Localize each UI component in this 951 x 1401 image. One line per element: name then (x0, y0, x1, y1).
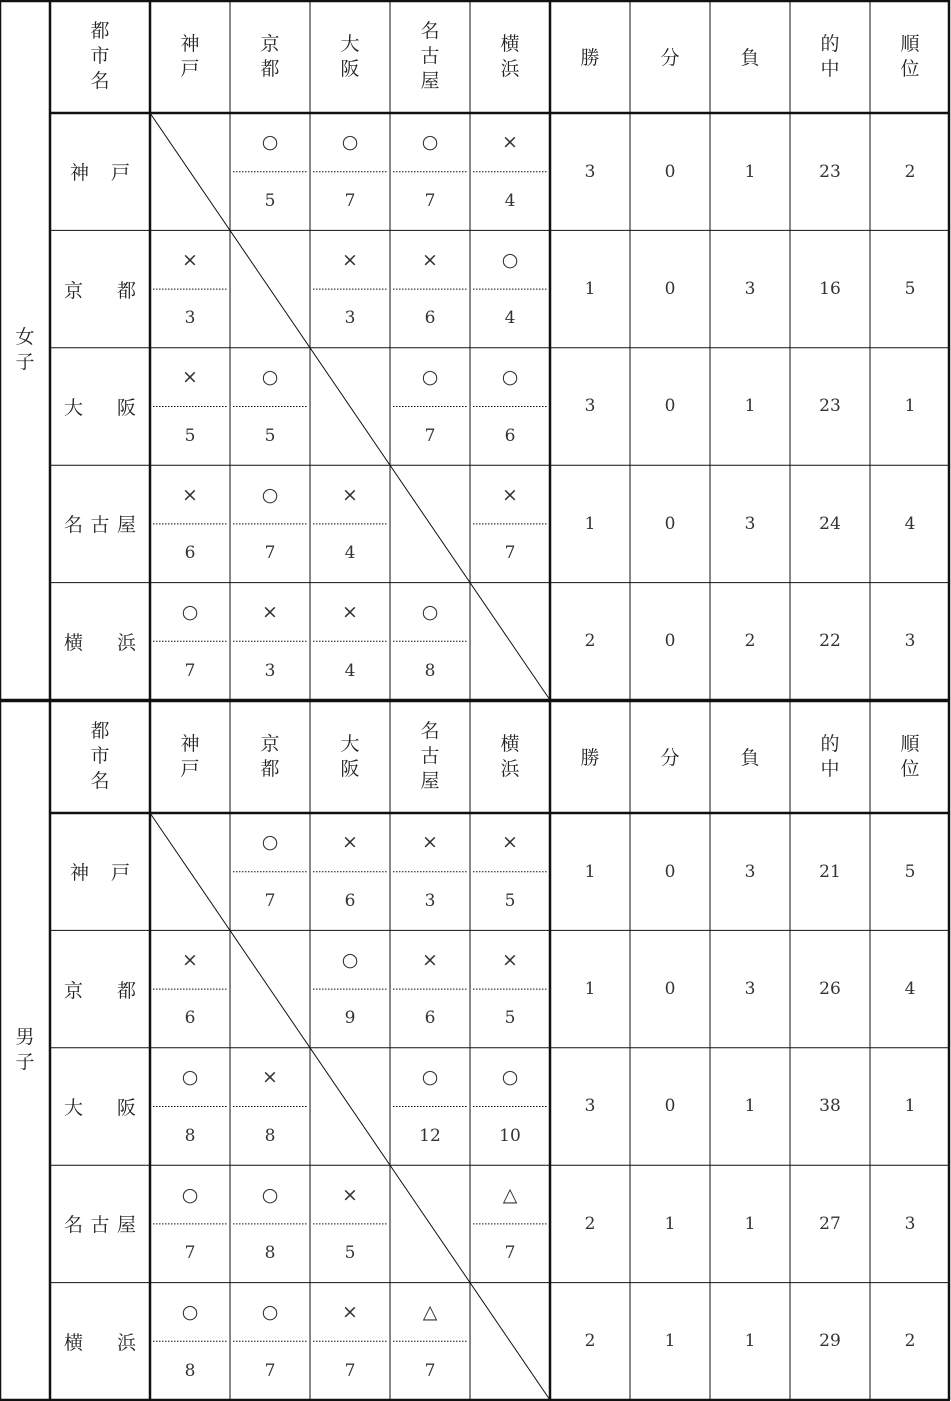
header-char: 浜 (500, 57, 520, 80)
loss-value: 1 (744, 1096, 756, 1117)
result-symbol: △ (502, 1183, 518, 1206)
gender-char: 子 (15, 1051, 35, 1073)
city-char: 大 (64, 396, 84, 419)
header-char: 分 (660, 747, 680, 769)
city-char: 横 (64, 1331, 84, 1354)
header-char: 大 (340, 32, 360, 55)
result-symbol: ○ (261, 1183, 279, 1206)
header-char: 負 (740, 47, 760, 69)
result-symbol: ○ (261, 483, 279, 506)
result-symbol: ○ (181, 1183, 199, 1206)
score-value: 7 (264, 891, 276, 912)
city-char: 都 (116, 979, 136, 1002)
draw-value: 0 (664, 1096, 676, 1117)
header-char: 屋 (420, 770, 440, 792)
draw-value: 0 (664, 279, 676, 300)
header-char: 阪 (340, 757, 360, 780)
hits-value: 21 (819, 861, 841, 882)
result-symbol: × (262, 1066, 278, 1089)
score-value: 5 (264, 425, 276, 446)
draw-value: 1 (664, 1213, 676, 1234)
win-value: 1 (584, 861, 596, 882)
score-value: 4 (504, 308, 516, 329)
win-value: 1 (584, 513, 596, 534)
result-symbol: × (182, 366, 198, 389)
score-value: 6 (184, 1008, 196, 1029)
result-symbol: × (502, 831, 518, 854)
result-symbol: ○ (341, 131, 359, 154)
header-char: 都 (90, 720, 110, 742)
score-value: 10 (499, 1125, 521, 1146)
result-symbol: × (342, 600, 358, 623)
city-char: 浜 (116, 1331, 136, 1354)
win-value: 2 (584, 1213, 596, 1234)
result-symbol: ○ (181, 1066, 199, 1089)
score-value: 5 (184, 425, 196, 446)
score-value: 4 (344, 543, 356, 564)
city-char: 戸 (111, 162, 131, 185)
score-value: 9 (344, 1008, 356, 1029)
win-value: 1 (584, 279, 596, 300)
score-value: 8 (184, 1360, 196, 1381)
rank-value: 4 (904, 513, 916, 534)
score-value: 7 (424, 191, 436, 212)
header-char: 古 (420, 45, 440, 67)
score-value: 4 (504, 191, 516, 212)
result-symbol: ○ (261, 131, 279, 154)
city-char: 阪 (116, 1096, 136, 1119)
city-char: 京 (64, 979, 84, 1002)
score-value: 4 (344, 660, 356, 681)
win-value: 3 (584, 1096, 596, 1117)
header-char: 屋 (420, 70, 440, 92)
result-symbol: ○ (421, 366, 439, 389)
rank-value: 4 (904, 979, 916, 1000)
header-char: 中 (820, 57, 840, 80)
header-char: 京 (260, 732, 280, 755)
city-char: 古 (90, 1214, 110, 1237)
result-symbol: ○ (421, 1066, 439, 1089)
hits-value: 23 (819, 396, 841, 417)
header-char: 都 (90, 20, 110, 42)
result-symbol: × (342, 1300, 358, 1323)
win-value: 2 (584, 631, 596, 652)
result-symbol: × (342, 483, 358, 506)
city-char: 名 (64, 1214, 84, 1237)
header-char: 負 (740, 747, 760, 769)
score-value: 8 (184, 1125, 196, 1146)
draw-value: 0 (664, 631, 676, 652)
score-value: 12 (419, 1125, 441, 1146)
city-char: 横 (64, 631, 84, 654)
loss-value: 2 (744, 631, 756, 652)
win-value: 3 (584, 161, 596, 182)
rank-value: 5 (904, 861, 916, 882)
header-char: 市 (90, 745, 110, 767)
draw-value: 0 (664, 861, 676, 882)
header-char: 名 (90, 770, 110, 792)
hits-value: 24 (819, 513, 841, 534)
score-value: 8 (424, 660, 436, 681)
score-value: 6 (184, 543, 196, 564)
header-char: 中 (820, 757, 840, 780)
score-value: 6 (344, 891, 356, 912)
header-char: 都 (260, 757, 280, 780)
score-value: 7 (344, 191, 356, 212)
header-char: 名 (90, 70, 110, 92)
result-symbol: × (422, 831, 438, 854)
city-char: 大 (64, 1096, 84, 1119)
header-char: 都 (260, 57, 280, 80)
hits-value: 27 (819, 1213, 841, 1234)
city-char: 戸 (111, 862, 131, 885)
header-char: 順 (900, 732, 920, 755)
score-value: 7 (184, 660, 196, 681)
header-char: 古 (420, 745, 440, 767)
loss-value: 1 (744, 1331, 756, 1352)
result-symbol: ○ (181, 600, 199, 623)
city-char: 神 (69, 862, 89, 885)
gender-char: 男 (15, 1026, 35, 1048)
rank-value: 3 (904, 1213, 916, 1234)
header-char: 名 (420, 20, 440, 42)
score-value: 8 (264, 1243, 276, 1264)
result-symbol: ○ (261, 1300, 279, 1323)
loss-value: 3 (744, 861, 756, 882)
score-value: 7 (264, 543, 276, 564)
city-char: 浜 (116, 631, 136, 654)
hits-value: 16 (819, 279, 841, 300)
result-symbol: ○ (421, 131, 439, 154)
header-char: 京 (260, 32, 280, 55)
rank-value: 2 (904, 161, 916, 182)
score-value: 5 (264, 191, 276, 212)
rank-value: 1 (904, 1096, 916, 1117)
draw-value: 0 (664, 396, 676, 417)
loss-value: 1 (744, 396, 756, 417)
win-value: 3 (584, 396, 596, 417)
result-symbol: ○ (501, 366, 519, 389)
loss-value: 3 (744, 979, 756, 1000)
result-symbol: × (182, 248, 198, 271)
draw-value: 0 (664, 513, 676, 534)
loss-value: 3 (744, 279, 756, 300)
gender-char: 女 (15, 326, 35, 348)
header-char: 的 (820, 32, 840, 55)
city-char: 屋 (116, 1214, 136, 1237)
score-value: 7 (424, 1360, 436, 1381)
score-value: 5 (504, 891, 516, 912)
result-symbol: ○ (421, 600, 439, 623)
city-char: 都 (116, 279, 136, 302)
score-value: 3 (344, 308, 356, 329)
header-char: 神 (180, 732, 200, 755)
header-char: 神 (180, 32, 200, 55)
header-char: 横 (500, 32, 520, 55)
score-value: 5 (504, 1008, 516, 1029)
loss-value: 1 (744, 161, 756, 182)
header-char: 勝 (580, 47, 600, 69)
hits-value: 22 (819, 631, 841, 652)
score-value: 3 (424, 891, 436, 912)
city-char: 屋 (116, 514, 136, 537)
draw-value: 0 (664, 979, 676, 1000)
score-value: 7 (344, 1360, 356, 1381)
result-symbol: ○ (501, 1066, 519, 1089)
loss-value: 3 (744, 513, 756, 534)
hits-value: 29 (819, 1331, 841, 1352)
result-symbol: × (182, 483, 198, 506)
header-char: 横 (500, 732, 520, 755)
result-symbol: △ (422, 1300, 438, 1323)
header-char: 名 (420, 720, 440, 742)
header-char: 順 (900, 32, 920, 55)
hits-value: 26 (819, 979, 841, 1000)
score-value: 5 (344, 1243, 356, 1264)
header-char: 分 (660, 47, 680, 69)
score-value: 8 (264, 1125, 276, 1146)
draw-value: 0 (664, 161, 676, 182)
result-symbol: × (342, 248, 358, 271)
result-symbol: ○ (341, 948, 359, 971)
win-value: 1 (584, 979, 596, 1000)
header-char: 位 (900, 757, 920, 780)
city-char: 名 (64, 514, 84, 537)
result-symbol: × (502, 483, 518, 506)
score-value: 6 (504, 425, 516, 446)
score-value: 7 (424, 425, 436, 446)
score-value: 3 (264, 660, 276, 681)
result-symbol: × (182, 948, 198, 971)
result-symbol: × (262, 600, 278, 623)
draw-value: 1 (664, 1331, 676, 1352)
result-symbol: × (342, 831, 358, 854)
score-value: 7 (504, 543, 516, 564)
header-char: 位 (900, 57, 920, 80)
result-symbol: × (342, 1183, 358, 1206)
score-value: 7 (504, 1243, 516, 1264)
result-symbol: × (502, 948, 518, 971)
header-char: 的 (820, 732, 840, 755)
header-char: 阪 (340, 57, 360, 80)
result-symbol: ○ (261, 366, 279, 389)
header-char: 勝 (580, 747, 600, 769)
gender-char: 子 (15, 351, 35, 373)
header-char: 戸 (180, 757, 200, 780)
result-symbol: ○ (181, 1300, 199, 1323)
result-symbol: ○ (501, 248, 519, 271)
rank-value: 3 (904, 631, 916, 652)
result-symbol: × (422, 948, 438, 971)
result-symbol: × (422, 248, 438, 271)
rank-value: 1 (904, 396, 916, 417)
header-char: 浜 (500, 757, 520, 780)
city-char: 神 (69, 162, 89, 185)
rank-value: 2 (904, 1331, 916, 1352)
hits-value: 38 (819, 1096, 841, 1117)
score-value: 7 (264, 1360, 276, 1381)
score-value: 7 (184, 1243, 196, 1264)
hits-value: 23 (819, 161, 841, 182)
rank-value: 5 (904, 279, 916, 300)
score-value: 3 (184, 308, 196, 329)
result-symbol: × (502, 131, 518, 154)
header-char: 大 (340, 732, 360, 755)
header-char: 市 (90, 45, 110, 67)
header-char: 戸 (180, 57, 200, 80)
loss-value: 1 (744, 1213, 756, 1234)
win-value: 2 (584, 1331, 596, 1352)
score-value: 6 (424, 308, 436, 329)
score-value: 6 (424, 1008, 436, 1029)
city-char: 京 (64, 279, 84, 302)
city-char: 古 (90, 514, 110, 537)
result-symbol: ○ (261, 831, 279, 854)
city-char: 阪 (116, 396, 136, 419)
